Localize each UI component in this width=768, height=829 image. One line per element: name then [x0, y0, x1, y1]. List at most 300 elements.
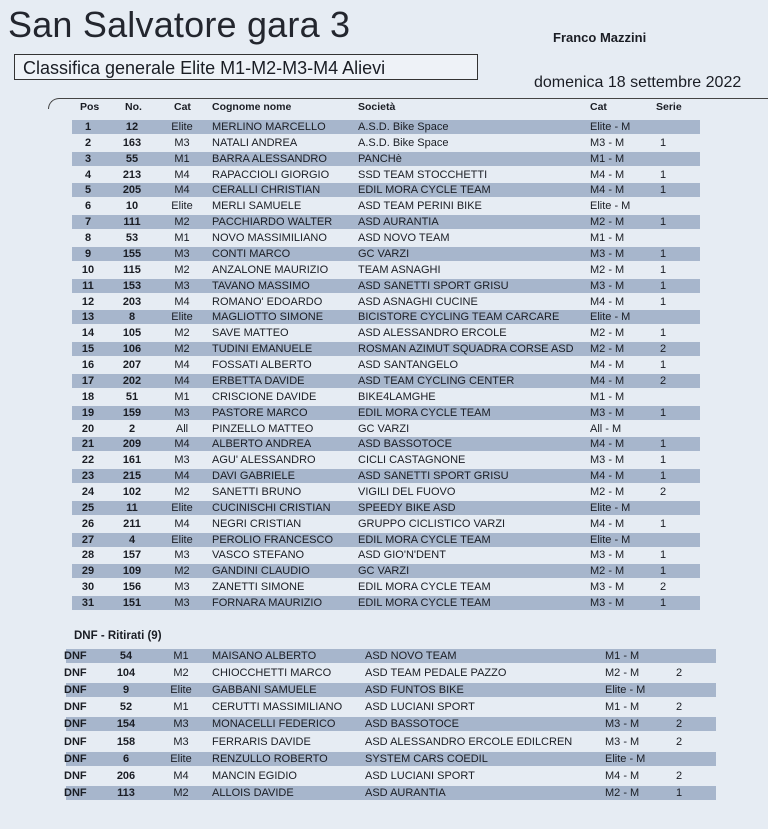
bib-number: 158: [116, 735, 136, 748]
bib-number: 151: [122, 597, 142, 610]
team-name: SSD TEAM STOCCHETTI: [358, 168, 488, 181]
bib-number: 202: [122, 374, 142, 387]
position: 9: [84, 247, 92, 260]
category-gender: M2 - M: [590, 486, 625, 498]
bib-number: 153: [122, 279, 142, 292]
rider-name: MAISANO ALBERTO: [212, 650, 317, 662]
table-row: [0, 579, 768, 595]
series: 1: [659, 247, 667, 260]
rider-name: ALBERTO ANDREA: [212, 438, 312, 451]
team-name: ASD AURANTIA: [358, 216, 439, 229]
rider-name: CERUTTI MASSIMILIANO: [212, 701, 343, 714]
table-row: [0, 484, 768, 500]
position: DNF: [64, 701, 87, 714]
rider-name: RENZULLO ROBERTO: [212, 752, 328, 765]
rider-name: ALLOIS DAVIDE: [212, 786, 294, 799]
series: 1: [659, 168, 667, 181]
team-name: ASD ALESSANDRO ERCOLE EDILCREN: [365, 735, 573, 748]
series: 1: [659, 470, 667, 483]
category-gender: Elite - M: [590, 533, 631, 546]
series: 2: [659, 374, 667, 387]
category-gender: Elite - M: [590, 200, 631, 213]
rider-name: RAPACCIOLI GIORGIO: [212, 168, 330, 181]
category: M4: [174, 374, 190, 387]
rider-name: TAVANO MASSIMO: [212, 279, 310, 292]
header-cat2: Cat: [590, 101, 607, 113]
rider-name: NATALI ANDREA: [212, 136, 298, 149]
team-name: GC VARZI: [358, 247, 410, 260]
position: 29: [81, 565, 95, 578]
header-pos: Pos: [80, 101, 100, 113]
position: 27: [81, 533, 95, 546]
team-name: PANCHè: [358, 152, 402, 165]
team-name: EDIL MORA CYCLE TEAM: [358, 597, 491, 610]
position: 19: [81, 406, 95, 419]
position: 8: [84, 232, 92, 245]
bib-number: 10: [125, 200, 139, 213]
series: 1: [659, 263, 667, 276]
rider-name: SAVE MATTEO: [212, 327, 289, 340]
category: Elite: [171, 121, 193, 133]
category-gender: M2 - M: [590, 263, 625, 276]
category-gender: M4 - M: [590, 374, 625, 387]
rider-name: ERBETTA DAVIDE: [212, 374, 305, 387]
bib-number: 51: [125, 390, 139, 403]
category-gender: M4 - M: [605, 769, 640, 782]
category-gender: M3 - M: [605, 718, 640, 731]
team-name: ASD TEAM CYCLING CENTER: [358, 374, 515, 387]
bib-number: 12: [125, 121, 139, 133]
category: M3: [174, 549, 190, 562]
series: 1: [659, 279, 667, 292]
position: DNF: [64, 769, 87, 782]
series: 1: [659, 295, 667, 308]
series: 2: [675, 667, 683, 680]
position: 23: [81, 470, 95, 483]
team-name: EDIL MORA CYCLE TEAM: [358, 184, 491, 197]
position: DNF: [64, 667, 87, 680]
position: DNF: [64, 718, 87, 731]
category: M4: [174, 184, 190, 197]
rider-name: MERLI SAMUELE: [212, 200, 302, 213]
table-row: [0, 389, 768, 405]
position: 1: [84, 121, 92, 133]
rider-name: CONTI MARCO: [212, 247, 291, 260]
team-name: ASD LUCIANI SPORT: [365, 769, 475, 782]
team-name: EDIL MORA CYCLE TEAM: [358, 533, 491, 546]
category: M2: [173, 786, 189, 799]
rider-name: SANETTI BRUNO: [212, 486, 302, 498]
category-gender: M2 - M: [590, 343, 625, 356]
category-gender: M4 - M: [590, 295, 625, 308]
series: 1: [659, 184, 667, 197]
category-gender: M2 - M: [605, 786, 640, 799]
team-name: ASD NOVO TEAM: [358, 232, 450, 245]
position: 21: [81, 438, 95, 451]
bib-number: 203: [122, 295, 142, 308]
rider-name: ROMANO' EDOARDO: [212, 295, 323, 308]
table-row: [0, 751, 768, 767]
category: Elite: [171, 533, 193, 546]
bib-number: 52: [119, 701, 133, 714]
team-name: GRUPPO CICLISTICO VARZI: [358, 517, 506, 530]
category: M1: [173, 701, 189, 714]
position: 13: [81, 311, 95, 324]
bib-number: 157: [122, 549, 142, 562]
position: 4: [84, 168, 92, 181]
team-name: ASD BASSOTOCE: [358, 438, 452, 451]
category: Elite: [171, 501, 193, 514]
category: Elite: [171, 311, 193, 324]
rider-name: PINZELLO MATTEO: [212, 422, 314, 435]
category: M2: [174, 565, 190, 578]
table-row: [0, 167, 768, 183]
team-name: GC VARZI: [358, 422, 410, 435]
bib-number: 205: [122, 184, 142, 197]
team-name: EDIL MORA CYCLE TEAM: [358, 581, 491, 594]
position: DNF: [64, 752, 87, 765]
series: 1: [659, 565, 667, 578]
category: M4: [174, 359, 190, 372]
bib-number: 111: [123, 216, 141, 229]
rider-name: FERRARIS DAVIDE: [212, 735, 311, 748]
category-gender: M3 - M: [590, 549, 625, 562]
position: 10: [81, 263, 95, 276]
bib-number: 154: [116, 718, 136, 731]
header-name: Cognome nome: [212, 101, 292, 113]
category: M4: [173, 769, 189, 782]
rider-name: MAGLIOTTO SIMONE: [212, 311, 324, 324]
table-row: [0, 734, 768, 750]
series: 2: [675, 769, 683, 782]
table-row: [0, 246, 768, 262]
series: 1: [659, 406, 667, 419]
bib-number: 53: [125, 232, 139, 245]
rider-name: CUCINISCHI CRISTIAN: [212, 501, 331, 514]
category-gender: M4 - M: [590, 438, 625, 451]
table-row: [0, 532, 768, 548]
category-gender: Elite - M: [590, 501, 631, 514]
bib-number: 54: [119, 650, 133, 662]
rider-name: NOVO MASSIMILIANO: [212, 232, 327, 245]
category: All: [175, 422, 189, 435]
team-name: TEAM ASNAGHI: [358, 263, 441, 276]
team-name: ASD TEAM PEDALE PAZZO: [365, 667, 507, 680]
series: 1: [659, 216, 667, 229]
category-gender: M3 - M: [590, 406, 625, 419]
category-gender: M2 - M: [605, 667, 640, 680]
team-name: ASD BASSOTOCE: [365, 718, 459, 731]
category: M3: [174, 247, 190, 260]
category: Elite: [170, 752, 192, 765]
category: M4: [174, 295, 190, 308]
bib-number: 4: [128, 533, 136, 546]
table-row: [0, 500, 768, 516]
table-row: [0, 547, 768, 563]
team-name: ASD ALESSANDRO ERCOLE: [358, 327, 507, 340]
table-row: [0, 214, 768, 230]
bib-number: 113: [117, 786, 135, 799]
category: M1: [174, 152, 190, 165]
position: 2: [84, 136, 92, 149]
position: 28: [81, 549, 95, 562]
category: M2: [174, 327, 190, 340]
position: 20: [81, 422, 95, 435]
category: M2: [174, 263, 190, 276]
table-row: [0, 682, 768, 698]
category: M2: [174, 216, 190, 229]
category-gender: M3 - M: [590, 597, 625, 610]
series: 1: [659, 549, 667, 562]
series: 1: [675, 786, 683, 799]
category-gender: M1 - M: [590, 232, 625, 245]
bib-number: 8: [128, 311, 136, 324]
table-row: [0, 182, 768, 198]
category: M3: [174, 136, 190, 149]
header-no: No.: [125, 101, 142, 113]
category-gender: M1 - M: [590, 390, 625, 403]
position: 26: [81, 517, 95, 530]
bib-number: 206: [116, 769, 136, 782]
series: 2: [659, 581, 667, 594]
team-name: ASD ASNAGHI CUCINE: [358, 295, 478, 308]
category: M3: [174, 406, 190, 419]
table-row: [0, 452, 768, 468]
table-row: [0, 278, 768, 294]
rider-name: PACCHIARDO WALTER: [212, 216, 333, 229]
category-gender: M3 - M: [590, 279, 625, 292]
category: M2: [173, 667, 189, 680]
table-row: [0, 436, 768, 452]
team-name: ASD SANTANGELO: [358, 359, 459, 372]
category: M4: [174, 517, 190, 530]
bib-number: 2: [128, 422, 136, 435]
category-gender: Elite - M: [590, 121, 631, 133]
team-name: CICLI CASTAGNONE: [358, 454, 466, 467]
category-gender: M4 - M: [590, 470, 625, 483]
team-name: EDIL MORA CYCLE TEAM: [358, 406, 491, 419]
bib-number: 6: [122, 752, 130, 765]
team-name: BIKE4LAMGHE: [358, 390, 436, 403]
category-gender: M3 - M: [590, 454, 625, 467]
team-name: BICISTORE CYCLING TEAM CARCARE: [358, 311, 560, 324]
table-row: [0, 198, 768, 214]
table-row: [0, 665, 768, 681]
dnf-section-title: DNF - Ritirati (9): [74, 630, 162, 642]
category-gender: M1 - M: [590, 152, 625, 165]
position: DNF: [64, 650, 87, 662]
position: DNF: [64, 735, 87, 748]
position: 17: [81, 374, 95, 387]
rider-name: TUDINI EMANUELE: [212, 343, 313, 356]
table-row: [0, 325, 768, 341]
team-name: ASD FUNTOS BIKE: [365, 684, 464, 697]
category: M3: [174, 581, 190, 594]
bib-number: 209: [122, 438, 142, 451]
bib-number: 9: [122, 684, 130, 697]
category-gender: Elite - M: [605, 752, 646, 765]
category: M3: [174, 454, 190, 467]
category: M2: [174, 486, 190, 498]
table-row: [0, 595, 768, 611]
classification-subtitle: Classifica generale Elite M1-M2-M3-M4 Alievi: [14, 54, 478, 80]
team-name: GC VARZI: [358, 565, 410, 578]
position: 3: [84, 152, 92, 165]
category-gender: M2 - M: [590, 565, 625, 578]
series: 1: [659, 454, 667, 467]
author-name: Franco Mazzini: [553, 30, 647, 45]
rider-name: PASTORE MARCO: [212, 406, 308, 419]
bib-number: 207: [122, 359, 142, 372]
rider-name: GANDINI CLAUDIO: [212, 565, 310, 578]
series: 1: [659, 438, 667, 451]
bib-number: 213: [122, 168, 142, 181]
position: 16: [81, 359, 95, 372]
rider-name: NEGRI CRISTIAN: [212, 517, 302, 530]
series: 1: [659, 136, 667, 149]
series: 1: [659, 327, 667, 340]
table-row: [0, 135, 768, 151]
table-row: [0, 648, 768, 664]
bib-number: 102: [122, 486, 142, 498]
category-gender: Elite - M: [590, 311, 631, 324]
table-row: [0, 294, 768, 310]
position: 7: [84, 216, 92, 229]
header-serie: Serie: [656, 101, 682, 113]
table-row: [0, 768, 768, 784]
category-gender: M1 - M: [605, 701, 640, 714]
table-row: [0, 405, 768, 421]
position: 5: [84, 184, 92, 197]
series: 2: [675, 701, 683, 714]
table-row: [0, 699, 768, 715]
category: M1: [174, 232, 190, 245]
table-row: [0, 151, 768, 167]
table-row: [0, 563, 768, 579]
rider-name: DAVI GABRIELE: [212, 470, 295, 483]
category: M4: [174, 438, 190, 451]
bib-number: 104: [116, 667, 136, 680]
header-cat: Cat: [174, 101, 191, 113]
bib-number: 109: [122, 565, 142, 578]
position: 30: [81, 581, 95, 594]
category-gender: M4 - M: [590, 359, 625, 372]
position: 14: [81, 327, 95, 340]
table-row: [0, 421, 768, 437]
position: 31: [81, 597, 95, 610]
page-title: San Salvatore gara 3: [8, 4, 351, 45]
rider-name: PEROLIO FRANCESCO: [212, 533, 334, 546]
series: 2: [659, 486, 667, 498]
bib-number: 115: [123, 263, 141, 276]
team-name: VIGILI DEL FUOVO: [358, 486, 456, 498]
table-row: [0, 373, 768, 389]
race-date: domenica 18 settembre 2022: [534, 74, 742, 91]
table-row: [0, 262, 768, 278]
rider-name: AGU' ALESSANDRO: [212, 454, 316, 467]
category-gender: M3 - M: [590, 581, 625, 594]
rider-name: MONACELLI FEDERICO: [212, 718, 336, 731]
table-row: [0, 716, 768, 732]
series: 2: [659, 343, 667, 356]
team-name: ASD TEAM PERINI BIKE: [358, 200, 482, 213]
team-name: SPEEDY BIKE ASD: [358, 501, 456, 514]
rider-name: CHIOCCHETTI MARCO: [212, 667, 332, 680]
category: M1: [173, 650, 189, 662]
team-name: ROSMAN AZIMUT SQUADRA CORSE ASD: [358, 343, 574, 356]
team-name: ASD LUCIANI SPORT: [365, 701, 475, 714]
category: Elite: [171, 200, 193, 213]
position: 18: [81, 390, 95, 403]
category-gender: M1 - M: [605, 650, 640, 662]
bib-number: 106: [122, 343, 142, 356]
bib-number: 161: [122, 454, 142, 467]
rider-name: FORNARA MAURIZIO: [212, 597, 323, 610]
series: 1: [659, 359, 667, 372]
rider-name: CRISCIONE DAVIDE: [212, 390, 317, 403]
rider-name: MANCIN EGIDIO: [212, 769, 297, 782]
category-gender: M4 - M: [590, 517, 625, 530]
category: M4: [174, 470, 190, 483]
category-gender: Elite - M: [605, 684, 646, 697]
bib-number: 11: [126, 501, 138, 514]
table-row: [0, 785, 768, 801]
position: 11: [82, 279, 94, 292]
team-name: A.S.D. Bike Space: [358, 121, 449, 133]
position: 6: [84, 200, 92, 213]
table-row: [0, 468, 768, 484]
bib-number: 163: [122, 136, 142, 149]
rider-name: FOSSATI ALBERTO: [212, 359, 312, 372]
category: M2: [174, 343, 190, 356]
category-gender: M3 - M: [590, 247, 625, 260]
table-row: [0, 516, 768, 532]
category-gender: M2 - M: [590, 327, 625, 340]
position: 12: [81, 295, 95, 308]
bib-number: 156: [122, 581, 142, 594]
category: M3: [174, 597, 190, 610]
position: 25: [81, 501, 95, 514]
category-gender: M3 - M: [590, 136, 625, 149]
category: M3: [173, 735, 189, 748]
team-name: A.S.D. Bike Space: [358, 136, 449, 149]
table-row: [0, 230, 768, 246]
table-row: [0, 309, 768, 325]
position: 24: [81, 486, 95, 498]
category-gender: M4 - M: [590, 168, 625, 181]
category-gender: M2 - M: [590, 216, 625, 229]
bib-number: 211: [123, 517, 141, 530]
category: M4: [174, 168, 190, 181]
team-name: ASD SANETTI SPORT GRISU: [358, 279, 509, 292]
series: 2: [675, 735, 683, 748]
category-gender: M4 - M: [590, 184, 625, 197]
team-name: SYSTEM CARS COEDIL: [365, 752, 488, 765]
bib-number: 105: [122, 327, 142, 340]
position: DNF: [64, 786, 87, 799]
rider-name: BARRA ALESSANDRO: [212, 152, 327, 165]
rider-name: ANZALONE MAURIZIO: [212, 263, 329, 276]
rider-name: GABBANI SAMUELE: [212, 684, 317, 697]
table-row: [0, 341, 768, 357]
series: 2: [675, 718, 683, 731]
position: DNF: [64, 684, 87, 697]
category: M3: [173, 718, 189, 731]
team-name: ASD SANETTI SPORT GRISU: [358, 470, 509, 483]
category: Elite: [170, 684, 192, 697]
table-row: [0, 357, 768, 373]
bib-number: 55: [125, 152, 139, 165]
